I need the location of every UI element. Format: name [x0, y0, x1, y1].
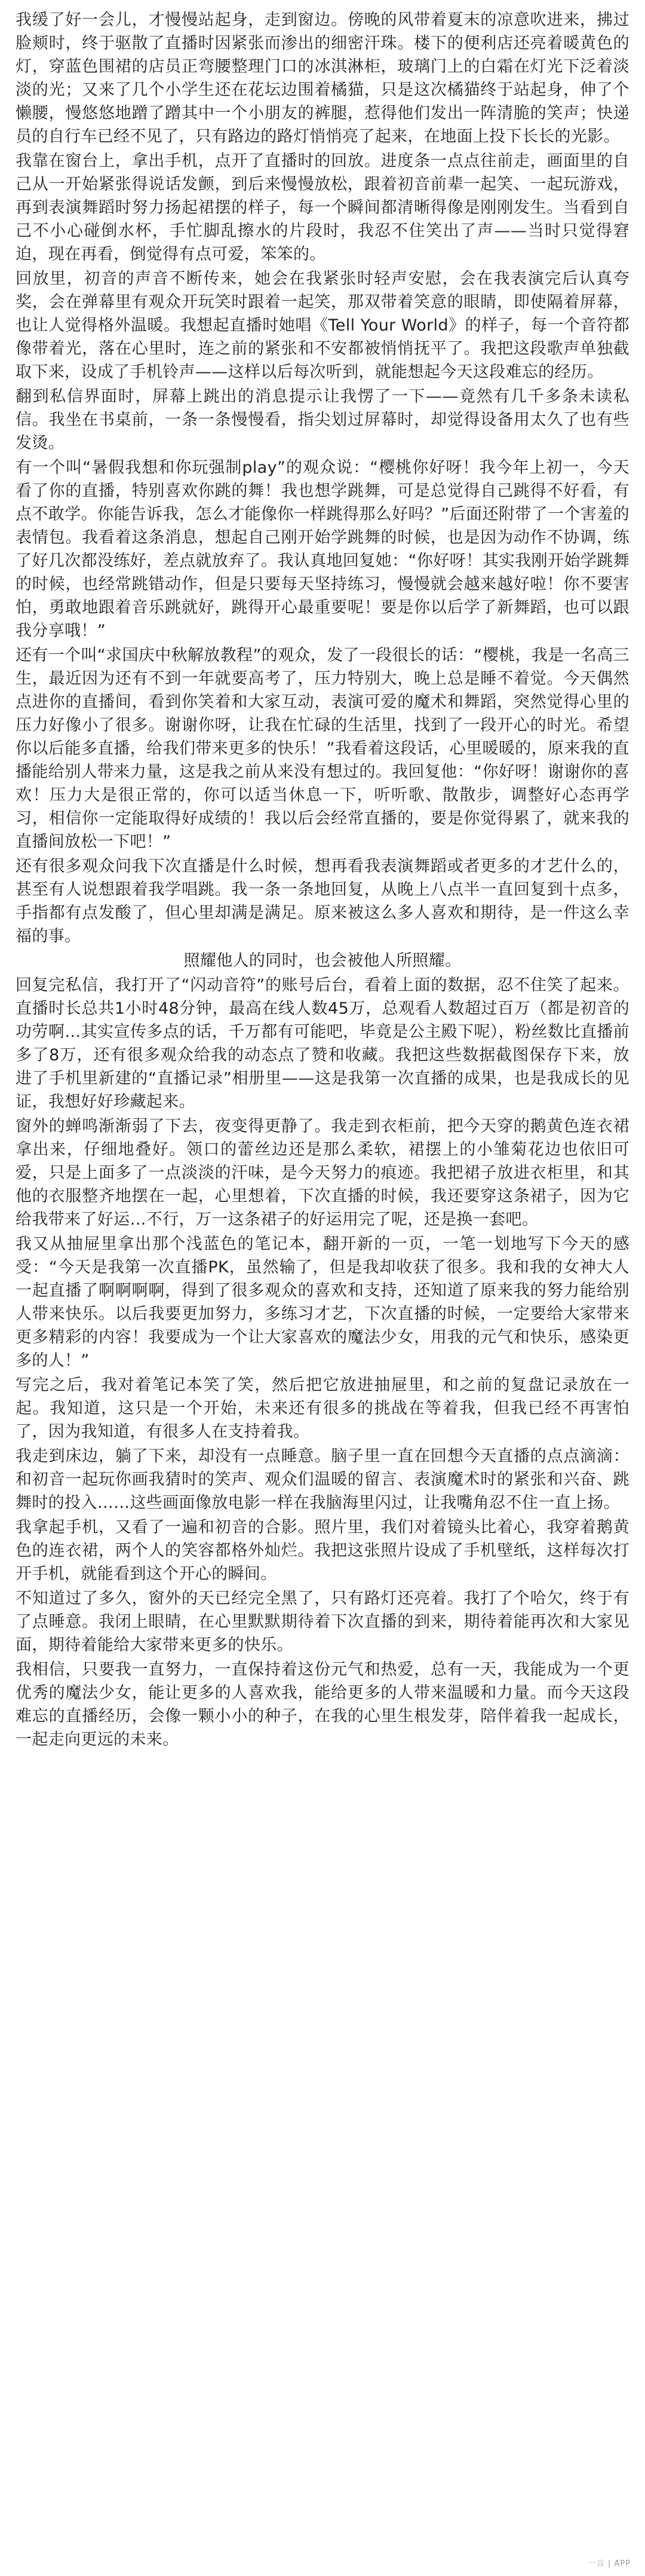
paragraph-after-writing: 写完之后，我对着笔记本笑了笑，然后把它放进抽屉里，和之前的复盘记录放在一起。我知道，这只是一个开始，未来还有很多的挑战在等着我，但我已经不再害怕了，因为我知道，有很多人在支持着我。 — [16, 1376, 629, 1441]
paragraph-bed: 我走到床边，躺了下来，却没有一点睡意。脑子里一直在回想今天直播的点点滴滴：和初音一起玩你画我猜时的笑声、观众们温暖的留言、表演魔术时的紧张和兴奋、跳舞时的投入……这些画面像放电影一样在我脑海里闪过，让我嘴角忍不住一直上扬。 — [16, 1447, 629, 1512]
app-watermark: 一言 | APP — [588, 2559, 631, 2568]
paragraph-photo: 我拿起手机，又看了一遍和初音的合影。照片里，我们对着镜头比着心，我穿着鹅黄色的连衣裙，两个人的笑容都格外灿烂。我把这张照片设成了手机壁纸，这样每次打开手机，就能看到这个开心的瞬间。 — [16, 1518, 629, 1583]
paragraph-messages: 翻到私信界面时，屏幕上跳出的消息提示让我愣了一下——竟然有几千多条未读私信。我坐在书桌前，一条一条慢慢看，指尖划过屏幕时，却觉得设备用太久了也有些发烫。 — [16, 387, 629, 452]
paragraph-viewer-exam: 还有一个叫“求国庆中秋解放教程”的观众，发了一段很长的话：“樱桃，我是一名高三生，最近因为还有不到一年就要高考了，压力特别大，晚上总是睡不着觉。今天偶然点进你的直播间，看到你笑着和大家互动，表演可爱的魔术和舞蹈，突然觉得心里的压力好像小了很多。谢谢你呀，让我在忙碌的生活里，找到了一段开心的时光。希望你以后能多直播，给我们带来更多的快乐！”我看着这段话，心里暖暖的，原来我的直播能给别人带来力量，这是我之前从来没有想过的。我回复他：“你好呀！谢谢你的喜欢！压力大是很正常的，你可以适当休息一下，听听歌、散散步，调整好心态再学习，相信你一定能取得好成绩的！我以后会经常直播的，要是你觉得累了，就来我的直播间放松一下吧！” — [16, 646, 629, 851]
center-quote: 照耀他人的同时，也会被他人所照耀。 — [183, 952, 462, 970]
paragraph-belief: 我相信，只要我一直努力，一直保持着这份元气和热爱，总有一天，我能成为一个更优秀的魔法少女，能让更多的人喜欢我，能给更多的人带来温暖和力量。而今天这段难忘的直播经历，会像一颗小小的种子，在我的心里生根发芽，陪伴着我一起成长，一起走向更远的未来。 — [16, 1660, 629, 1749]
paragraph-viewer-dance: 有一个叫“暑假我想和你玩强制play”的观众说：“樱桃你好呀！我今年上初一，今天看了你的直播，特别喜欢你跳的舞！我也想学跳舞，可是总觉得自己跳得不好看，有点不敢学。你能告诉我，怎么才能像你一样跳得那么好吗？”后面还附带了一个害羞的表情包。我看着这条消息，想起自己刚开始学跳舞的时候，也是因为动作不协调，练了好几次都没练好，差点就放弃了。我认真地回复她：“你好呀！其实我刚开始学跳舞的时候，也经常跳错动作，但是只要每天坚持练习，慢慢就会越来越好啦！你不要害怕，勇敢地跟着音乐跳就好，跳得开心最重要呢！要是你以后学了新舞蹈，也可以跟我分享哦！” — [16, 458, 629, 640]
paragraph-replay: 我靠在窗台上，拿出手机，点开了直播时的回放。进度条一点点往前走，画面里的自己从一开始紧张得说话发颤，到后来慢慢放松，跟着初音前辈一起笑、一起玩游戏，再到表演舞蹈时努力扬起裙摆的样子，每一个瞬间都清晰得像是刚刚发生。当看到自己不小心碰倒水杯，手忙脚乱擦水的片段时，我忍不住笑出了声——当时只觉得窘迫，现在再看，倒觉得有点可爱，笨笨的。 — [16, 152, 629, 264]
paragraph-window: 我缓了好一会儿，才慢慢站起身，走到窗边。傍晚的风带着夏末的凉意吹进来，拂过脸颊时，终于驱散了直播时因紧张而渗出的细密汗珠。楼下的便利店还亮着暖黄色的灯，穿蓝色围裙的店员正弯腰整理门口的冰淇淋柜，玻璃门上的白霜在灯光下泛着淡淡的光；又来了几个小学生还在花坛边围着橘猫，只是这次橘猫终于站起身，伸了个懒腰，慢悠悠地蹭了蹭其中一个小朋友的裤腿，惹得他们发出一阵清脆的笑声；快递员的自行车已经不见了，只有路边的路灯悄悄亮了起来，在地面上投下长长的光影。 — [16, 11, 629, 146]
paragraph-stats: 回复完私信，我打开了“闪动音符”的账号后台，看着上面的数据，忍不住笑了起来。直播时长总共1小时48分钟，最高在线人数45万，总观看人数超过百万（都是初音的功劳啊…其实宣传多点的话，千万都有可能吧，毕竟是公主殿下呢），粉丝数比直播前多了8万，还有很多观众给我的动态点了赞和收藏。我把这些数据截图保存下来，放进了手机里新建的“直播记录”相册里——这是我第一次直播的成果，也是我成长的见证，我想好好珍藏起来。 — [16, 976, 629, 1111]
paragraph-replies: 还有很多观众问我下次直播是什么时候，想再看我表演舞蹈或者更多的才艺什么的，甚至有人说想跟着我学唱跳。我一条一条地回复，从晚上八点半一直回复到十点多，手指都有点发酸了，但心里却满是满足。原来被这么多人喜欢和期待，是一件这么幸福的事。 — [16, 857, 629, 946]
paragraph-hatsune-voice: 回放里，初音的声音不断传来，她会在我紧张时轻声安慰，会在我表演完后认真夸奖，会在弹幕里有观众开玩笑时跟着一起笑，那双带着笑意的眼睛，即使隔着屏幕，也让人觉得格外温暖。我想起直播时她唱《Tell Your World》的样子，每一个音符都像带着光，落在心里时，连之前的紧张和不安都被悄悄抚平了。我把这段歌声单独截取下来，设成了手机铃声——这样以后每次听到，就能想起今天这段难忘的经历。 — [16, 270, 629, 381]
paragraph-dress: 窗外的蝉鸣渐渐弱了下去，夜变得更静了。我走到衣柜前，把今天穿的鹅黄色连衣裙拿出来，仔细地叠好。领口的蕾丝边还是那么柔软，裙摆上的小雏菊花边也依旧可爱，只是上面多了一点淡淡的汗味，是今天努力的痕迹。我把裙子放进衣柜里，和其他的衣服整齐地摆在一起，心里想着，下次直播的时候，我还要穿这条裙子，因为它给我带来了好运…不行，万一这条裙子的好运用完了呢，还是换一套吧。 — [16, 1117, 629, 1229]
paragraph-night: 不知道过了多久，窗外的天已经完全黑了，只有路灯还亮着。我打了个哈欠，终于有了点睡意。我闭上眼睛，在心里默默期待着下次直播的到来，期待着能再次和大家见面，期待着能给大家带来更多的快乐。 — [16, 1589, 629, 1654]
paragraph-notebook: 我又从抽屉里拿出那个浅蓝色的笔记本，翻开新的一页，一笔一划地写下今天的感受：“今天是我第一次直播PK，虽然输了，但是我却收获了很多。我和我的女神大人一起直播了啊啊啊啊，得到了很多观众的喜欢和支持，还知道了原来我的努力能给别人带来快乐。以后我要更加努力，多练习才艺，下次直播的时候，一定要给大家带来更多精彩的内容！我要成为一个让大家喜欢的魔法少女，用我的元气和快乐，感染更多的人！” — [16, 1235, 629, 1370]
